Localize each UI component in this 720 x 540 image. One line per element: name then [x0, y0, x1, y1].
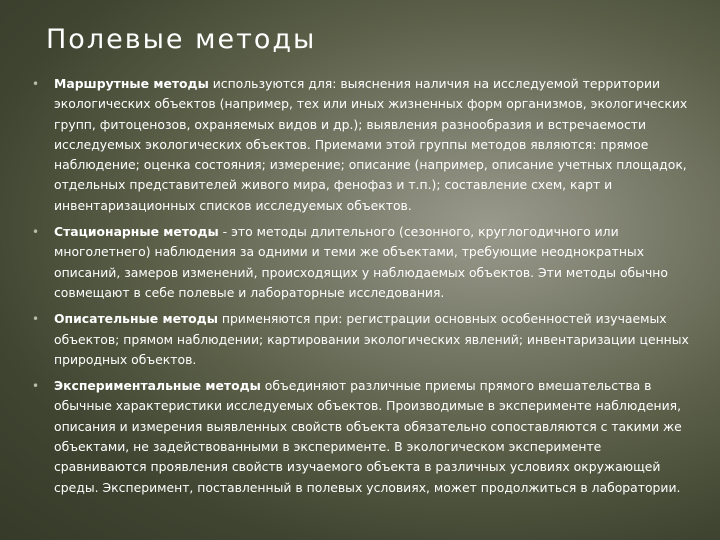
bullet-icon: •: [32, 225, 40, 240]
list-item-stationary-methods: [30, 222, 690, 303]
list-item-experimental-methods: [30, 376, 690, 498]
slide-title: Полевые методы: [46, 24, 317, 55]
item-term: Экспериментальные методы: [54, 378, 261, 394]
bullet-icon: •: [32, 379, 40, 394]
item-term: Маршрутные методы: [54, 76, 209, 91]
item-text: используются для: выяснения наличия на исследуемой территории экологических объектов (например, тех или иных жизненных форм организмов, экологических групп, фитоценозов, охраняемых видов и др.); выявления разнообразия и встречаемости исследуемых экологических объектов. Приемами этой группы методов являются: прямое наблюдение; оценка состояния; измерение; описание (например, описание учетных площадок, отдельных представителей живого мира, фенофаз и т.п.); составление схем, карт и инвентаризационных списков исследуемых объектов.: [54, 76, 688, 213]
list-item-route-methods: [30, 74, 690, 216]
bullet-icon: •: [32, 312, 40, 327]
bullet-icon: •: [32, 77, 40, 91]
item-text: объединяют различные приемы прямого вмешательства в обычные характеристики исследуемых объектов. Производимые в эксперименте наблюдения, описания и измерения выявленных свойств объекта обязательно сопоставляются с такими же объектами, не задействованными в эксперименте. В экологическом эксперименте сравниваются проявления свойств изучаемого объекта в различных условиях окружающей среды. Эксперимент, поставленный в полевых условиях, может продолжиться в лаборатории.: [54, 378, 682, 495]
bullet-list: [30, 74, 690, 504]
list-item-descriptive-methods: [30, 309, 690, 370]
item-term: Описательные методы: [54, 311, 218, 327]
item-text: - это методы длительного (сезонного, круглогодичного или многолетнего) наблюдения за одними и теми же объектами, требующие неоднократных описаний, замеров изменений, происходящих у наблюдаемых объектов. Эти методы обычно совмещают в себе полевые и лабораторные исследования.: [54, 224, 668, 300]
item-text: применяются при: регистрации основных особенностей изучаемых объектов; прямом наблюдении; картировании экологических явлений; инвентаризации ценных природных объектов.: [54, 311, 689, 367]
item-term: Стационарные методы: [54, 224, 219, 240]
